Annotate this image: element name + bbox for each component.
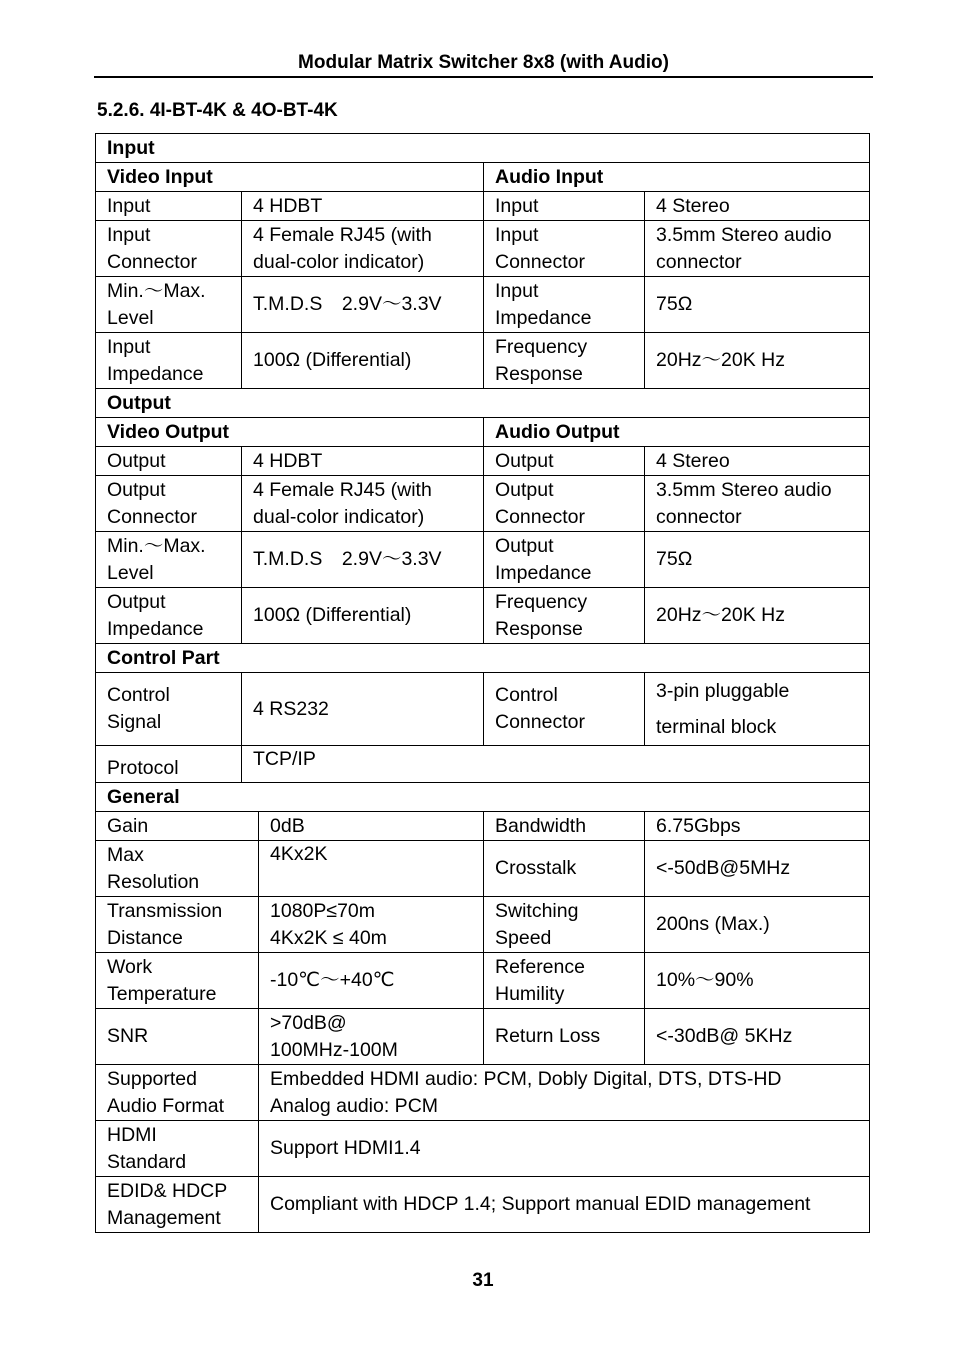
input-subheading-row	[96, 163, 870, 192]
spec-value: 100Ω (Differential)	[242, 588, 484, 644]
spec-label: Gain	[96, 812, 259, 841]
table-row	[96, 746, 870, 783]
spec-label: Output Connector	[96, 476, 242, 532]
spec-label: Input Impedance	[96, 333, 242, 389]
input-heading: Input	[96, 134, 870, 163]
spec-value: 6.75Gbps	[645, 812, 870, 841]
spec-value: 3.5mm Stereo audio connector	[645, 221, 870, 277]
spec-label: Work Temperature	[96, 953, 259, 1009]
spec-label: Frequency Response	[484, 588, 645, 644]
spec-label: Reference Humility	[484, 953, 645, 1009]
spec-label: Input Connector	[96, 221, 242, 277]
spec-label: Input Connector	[484, 221, 645, 277]
output-heading-row	[96, 389, 870, 418]
input-heading-row	[96, 134, 870, 163]
spec-value: 4 Stereo	[645, 447, 870, 476]
section-title: 5.2.6. 4I-BT-4K & 4O-BT-4K	[97, 100, 338, 121]
control-heading-row	[96, 644, 870, 673]
audio-input-heading: Audio Input	[484, 163, 870, 192]
spec-value: 200ns (Max.)	[645, 897, 870, 953]
spec-table	[95, 133, 870, 1233]
spec-value: 1080P≤70m 4Kx2K ≤ 40m	[259, 897, 484, 953]
spec-label: Switching Speed	[484, 897, 645, 953]
spec-value: 3.5mm Stereo audio connector	[645, 476, 870, 532]
spec-value: >70dB@ 100MHz-100M	[259, 1009, 484, 1065]
general-heading: General	[96, 783, 870, 812]
spec-value: T.M.D.S 2.9V～3.3V	[242, 532, 484, 588]
table-row	[96, 812, 870, 841]
spec-label: Control Connector	[484, 673, 645, 746]
spec-label: Output Impedance	[484, 532, 645, 588]
control-heading: Control Part	[96, 644, 870, 673]
spec-label: Max Resolution	[96, 841, 259, 897]
spec-value: T.M.D.S 2.9V～3.3V	[242, 277, 484, 333]
spec-value: 100Ω (Differential)	[242, 333, 484, 389]
spec-label: Return Loss	[484, 1009, 645, 1065]
audio-output-heading: Audio Output	[484, 418, 870, 447]
table-row	[96, 1121, 870, 1177]
spec-label: HDMI Standard	[96, 1121, 259, 1177]
spec-label: Output Impedance	[96, 588, 242, 644]
spec-label: Output	[484, 447, 645, 476]
spec-value: 75Ω	[645, 532, 870, 588]
spec-label: Bandwidth	[484, 812, 645, 841]
spec-label: Input Impedance	[484, 277, 645, 333]
table-row	[96, 447, 870, 476]
spec-value: TCP/IP	[242, 746, 870, 783]
spec-label: EDID& HDCP Management	[96, 1177, 259, 1233]
spec-label: Control Signal	[96, 673, 242, 746]
header-rule	[94, 76, 873, 78]
spec-value: 4Kx2K	[259, 841, 484, 897]
general-heading-row	[96, 783, 870, 812]
spec-value: 20Hz～20K Hz	[645, 588, 870, 644]
spec-label: Transmission Distance	[96, 897, 259, 953]
table-row	[96, 532, 870, 588]
spec-value: Support HDMI1.4	[259, 1121, 870, 1177]
spec-value: 10%～90%	[645, 953, 870, 1009]
spec-label: Min.～Max. Level	[96, 532, 242, 588]
table-row	[96, 1177, 870, 1233]
spec-value: 4 RS232	[242, 673, 484, 746]
table-row	[96, 1065, 870, 1121]
spec-label: Supported Audio Format	[96, 1065, 259, 1121]
spec-value: 0dB	[259, 812, 484, 841]
spec-value: 4 Female RJ45 (with dual-color indicator)	[242, 476, 484, 532]
table-row	[96, 588, 870, 644]
table-row	[96, 673, 870, 746]
spec-label: Input	[484, 192, 645, 221]
spec-value: 4 HDBT	[242, 447, 484, 476]
spec-value: Embedded HDMI audio: PCM, Dobly Digital, DTS, DTS-HD Analog audio: PCM	[259, 1065, 870, 1121]
spec-label: Output	[96, 447, 242, 476]
table-row	[96, 841, 870, 897]
spec-value: -10℃～+40℃	[259, 953, 484, 1009]
table-row	[96, 333, 870, 389]
table-row	[96, 476, 870, 532]
spec-value: 75Ω	[645, 277, 870, 333]
spec-label: Input	[96, 192, 242, 221]
spec-label: Frequency Response	[484, 333, 645, 389]
spec-value: <-30dB@ 5KHz	[645, 1009, 870, 1065]
table-row	[96, 221, 870, 277]
output-subheading-row	[96, 418, 870, 447]
spec-value: <-50dB@5MHz	[645, 841, 870, 897]
spec-value: 4 HDBT	[242, 192, 484, 221]
spec-label: Protocol	[96, 746, 242, 783]
video-input-heading: Video Input	[96, 163, 484, 192]
spec-value: 20Hz～20K Hz	[645, 333, 870, 389]
spec-value: Compliant with HDCP 1.4; Support manual EDID management	[259, 1177, 870, 1233]
spec-value: 3-pin pluggable terminal block	[645, 673, 870, 746]
page-header-title: Modular Matrix Switcher 8x8 (with Audio)	[298, 52, 669, 73]
table-row	[96, 897, 870, 953]
page-number: 31	[472, 1270, 494, 1291]
spec-value: 4 Female RJ45 (with dual-color indicator)	[242, 221, 484, 277]
spec-value: 4 Stereo	[645, 192, 870, 221]
video-output-heading: Video Output	[96, 418, 484, 447]
table-row	[96, 1009, 870, 1065]
spec-label: Crosstalk	[484, 841, 645, 897]
table-row	[96, 953, 870, 1009]
table-row	[96, 192, 870, 221]
spec-label: Output Connector	[484, 476, 645, 532]
output-heading: Output	[96, 389, 870, 418]
spec-label: Min.～Max. Level	[96, 277, 242, 333]
spec-label: SNR	[96, 1009, 259, 1065]
table-row	[96, 277, 870, 333]
